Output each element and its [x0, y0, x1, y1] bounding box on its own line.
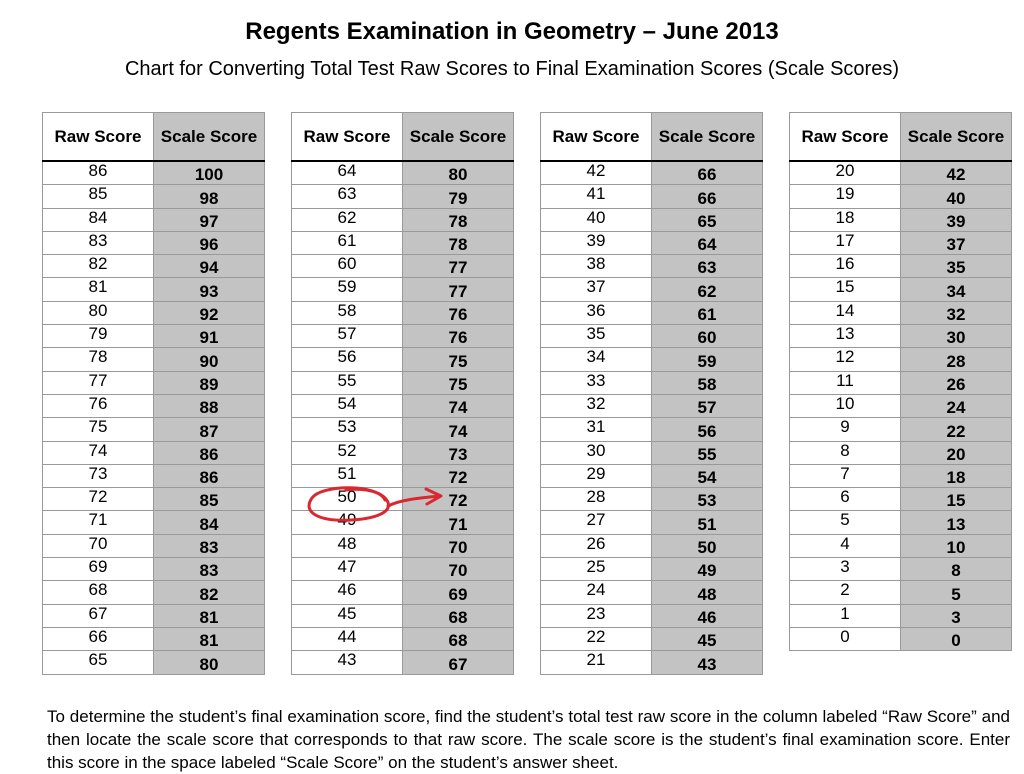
instructions-text: To determine the student’s final examination score, find the student’s total test raw score in the column labeled “Raw Score” and then locate the scale score that corresponds to that raw score. The scale score is the student’s final examination score. Enter this score in the space labeled “Scale Score” on the student’s answer sheet. — [47, 707, 1010, 772]
scale-score-cell: 80 — [403, 161, 514, 185]
raw-score-cell: 49 — [292, 511, 403, 534]
table-row — [292, 325, 514, 348]
scale-score-cell: 68 — [403, 627, 514, 650]
raw-score-cell: 27 — [541, 511, 652, 534]
scale-score-cell: 94 — [154, 255, 265, 278]
scale-score-cell: 22 — [901, 418, 1012, 441]
table-row — [790, 441, 1012, 464]
scale-score-cell: 46 — [652, 604, 763, 627]
raw-score-cell: 63 — [292, 185, 403, 208]
table-row — [43, 208, 265, 231]
raw-score-cell: 78 — [43, 348, 154, 371]
scale-score-cell: 72 — [403, 464, 514, 487]
raw-score-cell: 8 — [790, 441, 901, 464]
raw-score-header: Raw Score — [43, 113, 154, 162]
raw-score-cell: 73 — [43, 464, 154, 487]
raw-score-cell: 51 — [292, 464, 403, 487]
conversion-table-1 — [42, 112, 265, 675]
scale-score-cell: 37 — [901, 231, 1012, 254]
table-row — [43, 558, 265, 581]
raw-score-cell: 15 — [790, 278, 901, 301]
raw-score-cell: 10 — [790, 394, 901, 417]
table-row — [292, 581, 514, 604]
table-row — [43, 441, 265, 464]
scale-score-cell: 61 — [652, 301, 763, 324]
raw-score-cell: 21 — [541, 651, 652, 674]
scale-score-cell: 26 — [901, 371, 1012, 394]
raw-score-cell: 9 — [790, 418, 901, 441]
raw-score-cell: 1 — [790, 604, 901, 627]
raw-score-header: Raw Score — [292, 113, 403, 162]
raw-score-cell: 79 — [43, 325, 154, 348]
raw-score-cell: 11 — [790, 371, 901, 394]
scale-score-cell: 90 — [154, 348, 265, 371]
scale-score-cell: 15 — [901, 488, 1012, 511]
table-row — [292, 208, 514, 231]
raw-score-cell: 23 — [541, 604, 652, 627]
raw-score-cell: 34 — [541, 348, 652, 371]
raw-score-cell: 59 — [292, 278, 403, 301]
scale-score-header: Scale Score — [901, 113, 1012, 162]
raw-score-cell: 45 — [292, 604, 403, 627]
table-row — [43, 394, 265, 417]
raw-score-cell: 85 — [43, 185, 154, 208]
raw-score-cell: 43 — [292, 651, 403, 674]
scale-score-cell: 62 — [652, 278, 763, 301]
scale-score-cell: 74 — [403, 418, 514, 441]
scale-score-cell: 76 — [403, 301, 514, 324]
scale-score-cell: 59 — [652, 348, 763, 371]
scale-score-header: Scale Score — [154, 113, 265, 162]
raw-score-cell: 67 — [43, 604, 154, 627]
page-subtitle: Chart for Converting Total Test Raw Scores to Final Examination Scores (Scale Scores) — [124, 58, 900, 80]
scale-score-cell: 96 — [154, 231, 265, 254]
table-row — [292, 231, 514, 254]
raw-score-cell: 54 — [292, 394, 403, 417]
table-row — [541, 511, 763, 534]
table-row — [541, 558, 763, 581]
raw-score-cell: 6 — [790, 488, 901, 511]
table-row — [292, 441, 514, 464]
raw-score-cell: 41 — [541, 185, 652, 208]
table-row — [541, 627, 763, 650]
raw-score-cell: 17 — [790, 231, 901, 254]
scale-score-cell: 35 — [901, 255, 1012, 278]
raw-score-cell: 70 — [43, 534, 154, 557]
raw-score-cell: 65 — [43, 651, 154, 674]
raw-score-cell: 39 — [541, 231, 652, 254]
table-row — [43, 488, 265, 511]
raw-score-cell: 84 — [43, 208, 154, 231]
table-row — [43, 255, 265, 278]
scale-score-cell: 74 — [403, 394, 514, 417]
table-row — [292, 627, 514, 650]
table-row — [790, 394, 1012, 417]
table-row — [292, 464, 514, 487]
scale-score-cell: 32 — [901, 301, 1012, 324]
page-title: Regents Examination in Geometry – June 2013 — [245, 18, 779, 45]
raw-score-cell: 76 — [43, 394, 154, 417]
scale-score-cell: 49 — [652, 558, 763, 581]
table-row — [43, 581, 265, 604]
raw-score-cell: 75 — [43, 418, 154, 441]
raw-score-header: Raw Score — [790, 113, 901, 162]
scale-score-cell: 55 — [652, 441, 763, 464]
scale-score-cell: 5 — [901, 581, 1012, 604]
scale-score-cell: 69 — [403, 581, 514, 604]
table-row — [790, 581, 1012, 604]
table-row — [790, 161, 1012, 185]
scale-score-cell: 76 — [403, 325, 514, 348]
scale-score-cell: 75 — [403, 371, 514, 394]
raw-score-cell: 74 — [43, 441, 154, 464]
raw-score-cell: 58 — [292, 301, 403, 324]
scale-score-cell: 87 — [154, 418, 265, 441]
scale-score-cell: 78 — [403, 231, 514, 254]
scale-score-cell: 67 — [403, 651, 514, 674]
table-row — [790, 627, 1012, 650]
raw-score-cell: 56 — [292, 348, 403, 371]
scale-score-cell: 56 — [652, 418, 763, 441]
table-row — [790, 348, 1012, 371]
scale-score-cell: 70 — [403, 558, 514, 581]
table-row — [790, 604, 1012, 627]
scale-score-cell: 8 — [901, 558, 1012, 581]
scale-score-cell: 93 — [154, 278, 265, 301]
scale-score-cell: 83 — [154, 534, 265, 557]
table-row — [790, 371, 1012, 394]
table-row — [541, 441, 763, 464]
table-row — [43, 534, 265, 557]
table-row — [292, 301, 514, 324]
table-row — [790, 418, 1012, 441]
scale-score-cell: 28 — [901, 348, 1012, 371]
table-row — [43, 371, 265, 394]
scale-score-cell: 92 — [154, 301, 265, 324]
scale-score-header: Scale Score — [652, 113, 763, 162]
raw-score-cell: 81 — [43, 278, 154, 301]
table-row — [790, 185, 1012, 208]
scale-score-cell: 20 — [901, 441, 1012, 464]
scale-score-cell: 86 — [154, 441, 265, 464]
raw-score-cell: 30 — [541, 441, 652, 464]
scale-score-cell: 78 — [403, 208, 514, 231]
table-row — [790, 511, 1012, 534]
raw-score-cell: 57 — [292, 325, 403, 348]
table-row — [292, 511, 514, 534]
scale-score-cell: 53 — [652, 488, 763, 511]
scale-score-cell: 75 — [403, 348, 514, 371]
table-row — [790, 488, 1012, 511]
table-row — [43, 231, 265, 254]
conversion-table-3 — [540, 112, 763, 675]
table-row — [541, 348, 763, 371]
table-row — [292, 185, 514, 208]
raw-score-cell: 16 — [790, 255, 901, 278]
raw-score-cell: 77 — [43, 371, 154, 394]
raw-score-cell: 32 — [541, 394, 652, 417]
raw-score-cell: 83 — [43, 231, 154, 254]
table-row — [541, 581, 763, 604]
scale-score-cell: 80 — [154, 651, 265, 674]
raw-score-cell: 5 — [790, 511, 901, 534]
scale-score-cell: 77 — [403, 278, 514, 301]
raw-score-cell: 52 — [292, 441, 403, 464]
table-row — [790, 301, 1012, 324]
scale-score-cell: 64 — [652, 231, 763, 254]
scale-score-cell: 85 — [154, 488, 265, 511]
scale-score-cell: 54 — [652, 464, 763, 487]
table-row — [43, 511, 265, 534]
scale-score-cell: 71 — [403, 511, 514, 534]
table-row — [43, 161, 265, 185]
raw-score-cell: 28 — [541, 488, 652, 511]
table-row — [541, 278, 763, 301]
raw-score-cell: 68 — [43, 581, 154, 604]
table-row — [292, 534, 514, 557]
table-row — [43, 604, 265, 627]
raw-score-cell: 64 — [292, 161, 403, 185]
scale-score-cell: 97 — [154, 208, 265, 231]
table-row — [790, 558, 1012, 581]
table-row — [790, 255, 1012, 278]
raw-score-header: Raw Score — [541, 113, 652, 162]
table-row — [790, 278, 1012, 301]
raw-score-cell: 60 — [292, 255, 403, 278]
scale-score-cell: 57 — [652, 394, 763, 417]
scale-score-cell: 73 — [403, 441, 514, 464]
scale-score-cell: 18 — [901, 464, 1012, 487]
table-row — [43, 418, 265, 441]
table-row — [292, 255, 514, 278]
raw-score-cell: 13 — [790, 325, 901, 348]
scale-score-cell: 42 — [901, 161, 1012, 185]
raw-score-cell: 40 — [541, 208, 652, 231]
table-row — [43, 301, 265, 324]
table-row — [541, 371, 763, 394]
scale-score-cell: 70 — [403, 534, 514, 557]
table-row — [541, 185, 763, 208]
raw-score-cell: 26 — [541, 534, 652, 557]
raw-score-cell: 62 — [292, 208, 403, 231]
raw-score-cell: 35 — [541, 325, 652, 348]
table-row — [292, 394, 514, 417]
table-row — [541, 231, 763, 254]
table-row — [292, 488, 514, 511]
raw-score-cell: 25 — [541, 558, 652, 581]
scale-score-cell: 79 — [403, 185, 514, 208]
raw-score-cell: 22 — [541, 627, 652, 650]
raw-score-cell: 18 — [790, 208, 901, 231]
scale-score-cell: 34 — [901, 278, 1012, 301]
table-row — [43, 627, 265, 650]
conversion-table-2 — [291, 112, 514, 675]
table-row — [292, 604, 514, 627]
raw-score-cell: 69 — [43, 558, 154, 581]
scale-score-cell: 40 — [901, 185, 1012, 208]
table-row — [541, 418, 763, 441]
raw-score-cell: 12 — [790, 348, 901, 371]
raw-score-cell: 20 — [790, 161, 901, 185]
table-row — [541, 394, 763, 417]
scale-score-cell: 98 — [154, 185, 265, 208]
table-row — [541, 534, 763, 557]
raw-score-cell: 82 — [43, 255, 154, 278]
table-row — [790, 231, 1012, 254]
raw-score-cell: 14 — [790, 301, 901, 324]
conversion-table-4 — [789, 112, 1012, 651]
raw-score-cell: 80 — [43, 301, 154, 324]
scale-score-cell: 82 — [154, 581, 265, 604]
scale-score-cell: 45 — [652, 627, 763, 650]
scale-score-cell: 88 — [154, 394, 265, 417]
table-row — [292, 558, 514, 581]
scale-score-cell: 63 — [652, 255, 763, 278]
raw-score-cell: 33 — [541, 371, 652, 394]
scale-score-cell: 51 — [652, 511, 763, 534]
scale-score-cell: 100 — [154, 161, 265, 185]
scale-score-cell: 60 — [652, 325, 763, 348]
raw-score-cell: 44 — [292, 627, 403, 650]
table-row — [292, 418, 514, 441]
table-row — [790, 325, 1012, 348]
table-row — [43, 464, 265, 487]
scale-score-cell: 86 — [154, 464, 265, 487]
table-row — [292, 278, 514, 301]
raw-score-cell: 37 — [541, 278, 652, 301]
raw-score-cell: 3 — [790, 558, 901, 581]
scale-score-cell: 13 — [901, 511, 1012, 534]
raw-score-cell: 55 — [292, 371, 403, 394]
table-row — [541, 301, 763, 324]
raw-score-cell: 38 — [541, 255, 652, 278]
scale-score-cell: 24 — [901, 394, 1012, 417]
scale-score-cell: 91 — [154, 325, 265, 348]
table-row — [43, 651, 265, 674]
scale-score-cell: 83 — [154, 558, 265, 581]
table-row — [43, 348, 265, 371]
scale-score-cell: 84 — [154, 511, 265, 534]
raw-score-cell: 19 — [790, 185, 901, 208]
raw-score-cell: 24 — [541, 581, 652, 604]
scale-score-cell: 43 — [652, 651, 763, 674]
scale-score-cell: 58 — [652, 371, 763, 394]
table-row — [292, 371, 514, 394]
scale-score-cell: 66 — [652, 161, 763, 185]
raw-score-cell: 31 — [541, 418, 652, 441]
table-row — [43, 325, 265, 348]
table-row — [541, 464, 763, 487]
table-row — [541, 208, 763, 231]
table-row — [541, 255, 763, 278]
scale-score-header: Scale Score — [403, 113, 514, 162]
table-row — [43, 185, 265, 208]
table-row — [541, 604, 763, 627]
table-row — [541, 161, 763, 185]
raw-score-cell: 61 — [292, 231, 403, 254]
scale-score-cell: 39 — [901, 208, 1012, 231]
table-row — [541, 488, 763, 511]
raw-score-cell: 72 — [43, 488, 154, 511]
raw-score-cell: 4 — [790, 534, 901, 557]
scale-score-cell: 81 — [154, 627, 265, 650]
table-row — [292, 348, 514, 371]
raw-score-cell: 48 — [292, 534, 403, 557]
raw-score-cell: 53 — [292, 418, 403, 441]
raw-score-cell: 50 — [292, 488, 403, 511]
raw-score-cell: 47 — [292, 558, 403, 581]
raw-score-cell: 2 — [790, 581, 901, 604]
raw-score-cell: 7 — [790, 464, 901, 487]
table-row — [292, 651, 514, 674]
raw-score-cell: 36 — [541, 301, 652, 324]
raw-score-cell: 66 — [43, 627, 154, 650]
raw-score-cell: 0 — [790, 627, 901, 650]
scale-score-cell: 72 — [403, 488, 514, 511]
raw-score-cell: 46 — [292, 581, 403, 604]
raw-score-cell: 71 — [43, 511, 154, 534]
scale-score-cell: 89 — [154, 371, 265, 394]
scale-score-cell: 30 — [901, 325, 1012, 348]
scale-score-cell: 0 — [901, 627, 1012, 650]
raw-score-cell: 42 — [541, 161, 652, 185]
scale-score-cell: 48 — [652, 581, 763, 604]
scale-score-cell: 81 — [154, 604, 265, 627]
scale-score-cell: 10 — [901, 534, 1012, 557]
table-row — [292, 161, 514, 185]
scale-score-cell: 77 — [403, 255, 514, 278]
table-row — [43, 278, 265, 301]
table-row — [790, 534, 1012, 557]
table-row — [790, 208, 1012, 231]
scale-score-cell: 68 — [403, 604, 514, 627]
table-row — [541, 651, 763, 674]
scale-score-cell: 50 — [652, 534, 763, 557]
table-row — [541, 325, 763, 348]
scale-score-cell: 66 — [652, 185, 763, 208]
scale-score-cell: 65 — [652, 208, 763, 231]
raw-score-cell: 86 — [43, 161, 154, 185]
table-row — [790, 464, 1012, 487]
scale-score-cell: 3 — [901, 604, 1012, 627]
raw-score-cell: 29 — [541, 464, 652, 487]
